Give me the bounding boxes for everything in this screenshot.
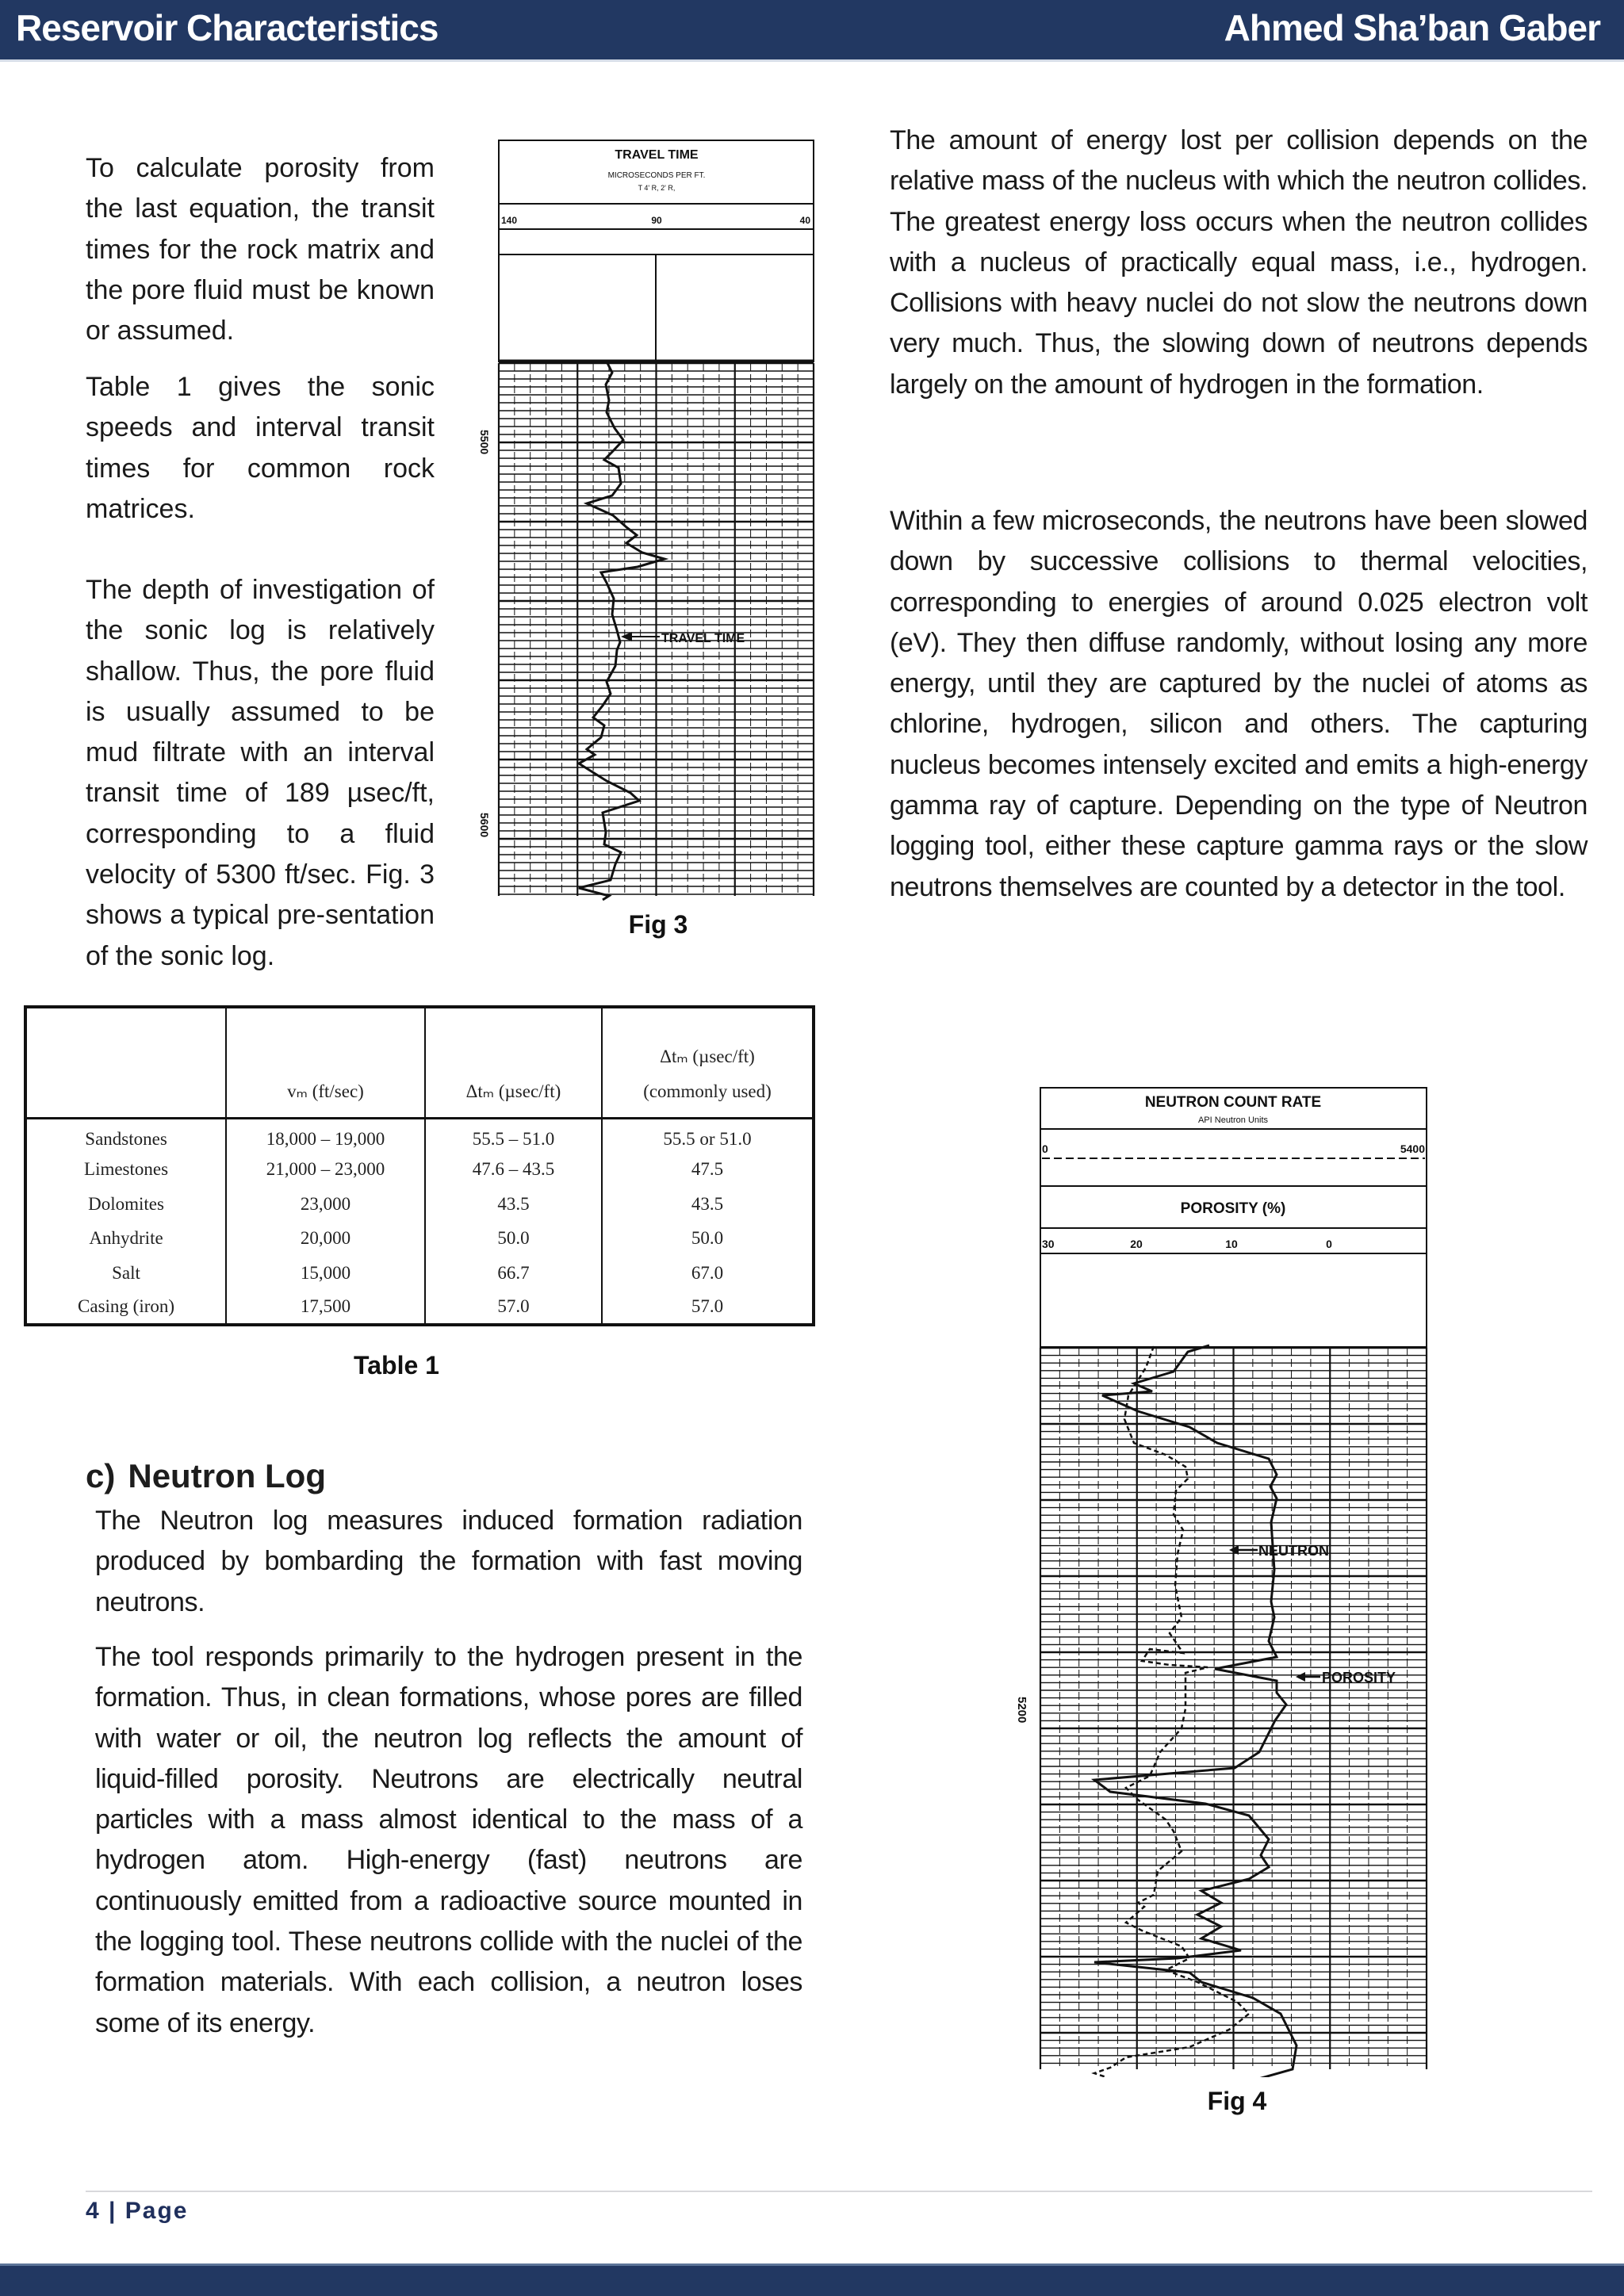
table-row <box>25 1187 814 1222</box>
sonic-log-chart <box>476 135 825 904</box>
table-cell: 50.0 <box>425 1222 602 1257</box>
table-cell: 47.5 <box>602 1153 814 1188</box>
document-title: Reservoir Characteristics <box>16 7 439 48</box>
fig3-spacing: T 4' R, 2' R, <box>638 184 676 192</box>
table-cell: 20,000 <box>226 1222 425 1257</box>
table-header-transit: Δtₘ (µsec/ft) <box>425 1007 602 1118</box>
fig4-track1-scale-right: 5400 <box>1400 1142 1425 1155</box>
table-cell: 66.7 <box>425 1256 602 1291</box>
rock-matrix-table <box>24 1005 815 1326</box>
footer-bar <box>0 2263 1624 2296</box>
fig4-scale-20: 20 <box>1130 1238 1143 1250</box>
fig4-track2-title: POROSITY (%) <box>1180 1200 1286 1217</box>
section-heading-neutron-log <box>86 1457 326 1495</box>
fig4-track1-title: NEUTRON COUNT RATE <box>1144 1094 1322 1111</box>
fig4-scale-0: 0 <box>1326 1238 1332 1250</box>
table-cell: 21,000 – 23,000 <box>226 1153 425 1188</box>
paragraph-table-intro: Table 1 gives the sonic speeds and interval transit times for common rock matrices. <box>86 372 435 524</box>
fig3-caption: Fig 3 <box>628 910 688 939</box>
table-cell: 55.5 or 51.0 <box>602 1118 814 1153</box>
table-row <box>25 1153 814 1188</box>
fig4-neutron-label: NEUTRON <box>1258 1543 1329 1559</box>
table-cell: Casing (iron) <box>78 1296 175 1317</box>
fig4-track1-scale-left: 0 <box>1042 1142 1048 1155</box>
table-cell: 18,000 – 19,000 <box>226 1118 425 1153</box>
header-bar <box>0 0 1624 62</box>
fig3-scale-left: 140 <box>501 215 518 226</box>
fig3-scale-right: 40 <box>799 215 810 226</box>
paragraph-porosity-calc: To calculate porosity from the last equation, the transit times for the rock matrix and the pore fluid must be known or assumed. <box>86 153 435 346</box>
table-cell: 50.0 <box>602 1222 814 1257</box>
table-cell: Sandstones <box>85 1128 167 1149</box>
table-cell: 23,000 <box>226 1187 425 1222</box>
table-cell: 67.0 <box>602 1256 814 1291</box>
fig3-scale-mid: 90 <box>651 215 662 226</box>
table-cell: Limestones <box>84 1159 169 1180</box>
fig4-track1-subtitle: API Neutron Units <box>1197 1115 1269 1125</box>
fig3-subtitle: MICROSECONDS PER FT. <box>607 171 706 180</box>
fig4-scale-30: 30 <box>1042 1238 1055 1250</box>
fig4-caption: Fig 4 <box>1207 2087 1267 2115</box>
author-name: Ahmed Sha’ban Gaber <box>1224 7 1600 48</box>
table-header-row <box>25 1007 814 1118</box>
paragraph-neutron-intro: The Neutron log measures induced formation radiation produced by bombarding the formation with fast moving neutrons. <box>95 1506 802 1617</box>
paragraph-tool-response: The tool responds primarily to the hydrogen present in the formation. Thus, in clean formations, whose pores are filled with water or oil, the neutron log reflects the amount of liquid-filled porosity. Neutrons are electrically neutral particles with a mass almost identical to the mass of a hydrogen atom. High-energy (fast) neutrons are continuously emitted from a radioactive source mounted in the logging tool. These neutrons collide with the nuclei of the formation materials. With each collision, a neutron loses some of its energy. <box>95 1642 802 2038</box>
section-title: Neutron Log <box>128 1457 326 1494</box>
table-row <box>25 1256 814 1291</box>
table-cell: 57.0 <box>425 1291 602 1326</box>
table-cell: 57.0 <box>602 1291 814 1326</box>
table-header-rock <box>25 1007 226 1118</box>
neutron-log-chart <box>1007 1078 1435 2077</box>
table-cell: 55.5 – 51.0 <box>425 1118 602 1153</box>
paragraph-thermal-capture: Within a few microseconds, the neutrons have been slowed down by successive collisions to thermal velocities, corresponding to energies of around 0.025 electron volt (eV). They then diffuse randomly, without losing any more energy, until they are captured by the nuclei of atoms as chlorine, hydrogen, silicon and others. The capturing nucleus becomes intensely excited and emits a high-energy gamma ray of capture. Depending on the type of Neutron logging tool, either these capture gamma rays or the slow neutrons themselves are counted by a detector in the tool. <box>890 506 1588 902</box>
fig4-depth-5200: 5200 <box>1015 1697 1028 1724</box>
paragraph-energy-loss: The amount of energy lost per collision depends on the relative mass of the nucleus with which the neutron collides. The greatest energy loss occurs when the neutron collides with a nucleus of practically equal mass, i.e., hydrogen. Collisions with heavy nuclei do not slow the neutrons down very much. Thus, the slowing down of neutrons depends largely on the amount of hydrogen in the formation. <box>890 125 1588 400</box>
fig4-scale-10: 10 <box>1225 1238 1238 1250</box>
footer-divider <box>86 2191 1592 2192</box>
table-row <box>25 1118 814 1153</box>
table-row <box>25 1291 814 1326</box>
table-cell: 43.5 <box>425 1187 602 1222</box>
page-number: 4 | Page <box>86 2198 189 2224</box>
table1-caption: Table 1 <box>354 1351 439 1380</box>
table-cell: Dolomites <box>88 1193 164 1214</box>
fig3-curve-label: TRAVEL TIME <box>661 632 745 645</box>
table-cell: Salt <box>112 1262 140 1283</box>
fig3-depth-5500: 5500 <box>478 430 491 455</box>
figure-neutron-log <box>1007 1078 1435 2077</box>
fig3-depth-5600: 5600 <box>478 813 491 838</box>
table-cell: 47.6 – 43.5 <box>425 1153 602 1188</box>
table-cell: Anhydrite <box>89 1228 163 1249</box>
figure-sonic-log <box>476 135 825 904</box>
table-header-transit-common: Δtₘ (µsec/ft) (commonly used) <box>602 1007 814 1118</box>
paragraph-depth-investigation: The depth of investigation of the sonic log is relatively shallow. Thus, the pore fluid is usually assumed to be mud filtrate with an interval transit time of 189 µsec/ft, corresponding to a fluid velocity of 5300 ft/sec. Fig. 3 shows a typical pre-sentation of the sonic log. <box>86 575 435 971</box>
section-number: c) <box>86 1457 116 1494</box>
table-cell: 43.5 <box>602 1187 814 1222</box>
table-row <box>25 1222 814 1257</box>
fig3-title: TRAVEL TIME <box>615 148 699 162</box>
fig4-porosity-label: POROSITY <box>1322 1670 1396 1686</box>
table-cell: 15,000 <box>226 1256 425 1291</box>
table-cell: 17,500 <box>226 1291 425 1326</box>
table-header-velocity: vₘ (ft/sec) <box>226 1007 425 1118</box>
